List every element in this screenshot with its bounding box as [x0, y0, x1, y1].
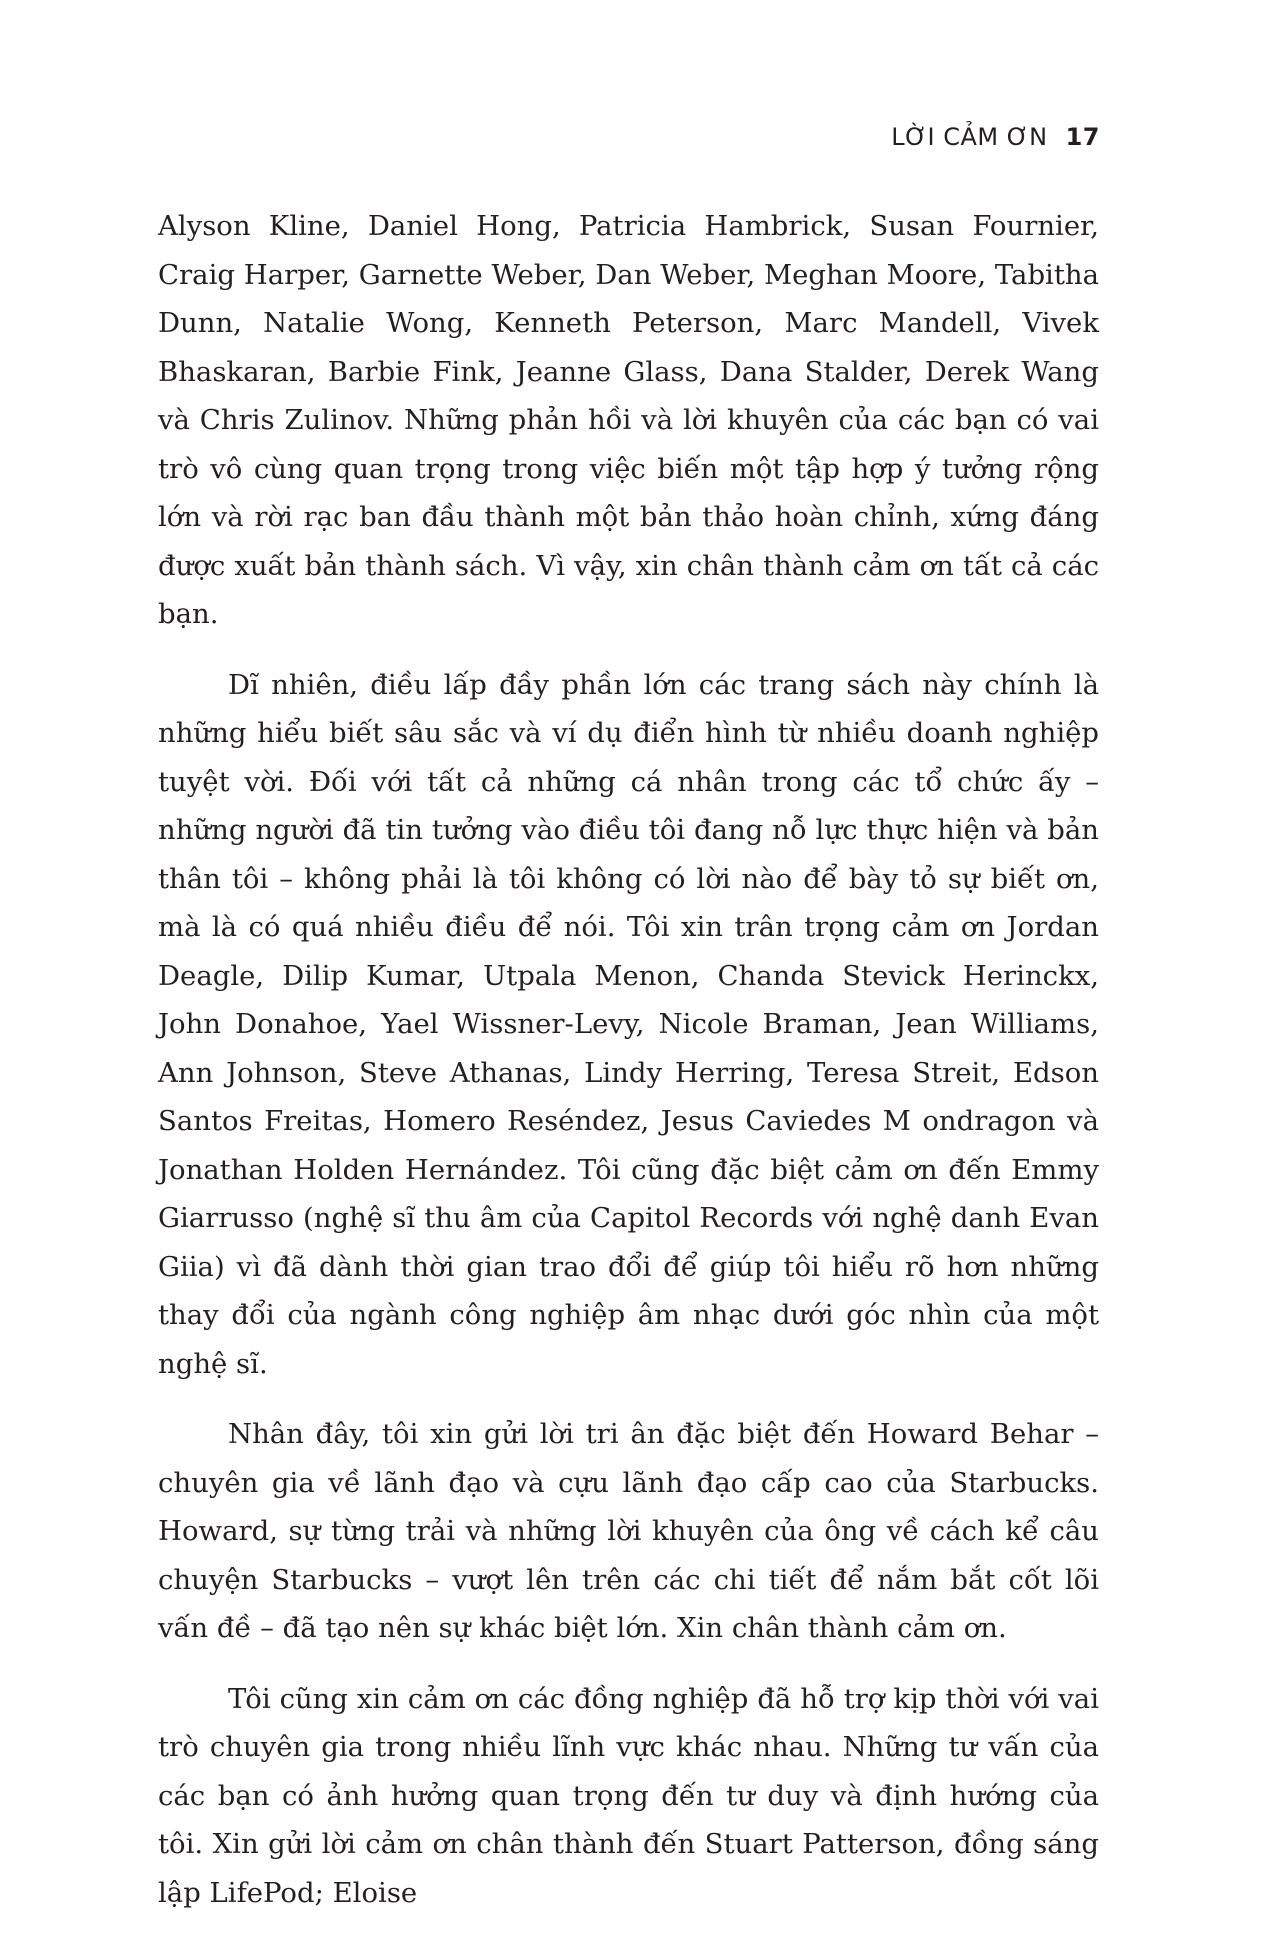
chapter-title: LỜI CẢM ƠN [891, 123, 1048, 151]
paragraph: Dĩ nhiên, điều lấp đầy phần lớn các trang sách này chính là những hiểu biết sâu sắc và ví dụ điển hình từ nhiều doanh nghiệp tuyệt vời. Đối với tất cả những cá nhân trong các tổ chức ấy – những người đã tin tưởng vào điều tôi đang nỗ lực thực hiện và bản thân tôi – không phải là tôi không có lời nào để bày tỏ sự biết ơn, mà là có quá nhiều điều để nói. Tôi xin trân trọng cảm ơn Jordan Deagle, Dilip Kumar, Utpala Menon, Chanda Stevick Herinckx, John Donahoe, Yael Wissner-Levy, Nicole Braman, Jean Williams, Ann Johnson, Steve Athanas, Lindy Herring, Teresa Streit, Edson Santos Freitas, Homero Reséndez, Jesus Caviedes M ondragon và Jonathan Holden Hernández. Tôi cũng đặc biệt cảm ơn đến Emmy Giarrusso (nghệ sĩ thu âm của Capitol Records với nghệ danh Evan Giia) vì đã dành thời gian trao đổi để giúp tôi hiểu rõ hơn những thay đổi của ngành công nghiệp âm nhạc dưới góc nhìn của một nghệ sĩ. [158, 668, 1099, 1380]
paragraph: Nhân đây, tôi xin gửi lời tri ân đặc biệt đến Howard Behar – chuyên gia về lãnh đạo và cựu lãnh đạo cấp cao của Starbucks. Howard, sự từng trải và những lời khuyên của ông về cách kể câu chuyện Starbucks – vượt lên trên các chi tiết để nắm bắt cốt lõi vấn đề – đã tạo nên sự khác biệt lớn. Xin chân thành cảm ơn. [158, 1418, 1099, 1644]
paragraph: Alyson Kline, Daniel Hong, Patricia Hambrick, Susan Fournier, Craig Harper, Garnette Weber, Dan Weber, Meghan Moore, Tabitha Dunn, Natalie Wong, Kenneth Peterson, Marc Mandell, Vivek Bhaskaran, Barbie Fink, Jeanne Glass, Dana Stalder, Derek Wang và Chris Zulinov. Những phản hồi và lời khuyên của các bạn có vai trò vô cùng quan trọng trong việc biến một tập hợp ý tưởng rộng lớn và rời rạc ban đầu thành một bản thảo hoàn chỉnh, xứng đáng được xuất bản thành sách. Vì vậy, xin chân thành cảm ơn tất cả các bạn. [158, 210, 1099, 630]
running-header [891, 123, 1100, 151]
paragraph: Tôi cũng xin cảm ơn các đồng nghiệp đã hỗ trợ kịp thời với vai trò chuyên gia trong nhiều lĩnh vực khác nhau. Những tư vấn của các bạn có ảnh hưởng quan trọng đến tư duy và định hướng của tôi. Xin gửi lời cảm ơn chân thành đến Stuart Patterson, đồng sáng lập LifePod; Eloise [158, 1682, 1099, 1909]
page-number: 17 [1065, 123, 1100, 151]
body-text [158, 202, 1099, 1939]
